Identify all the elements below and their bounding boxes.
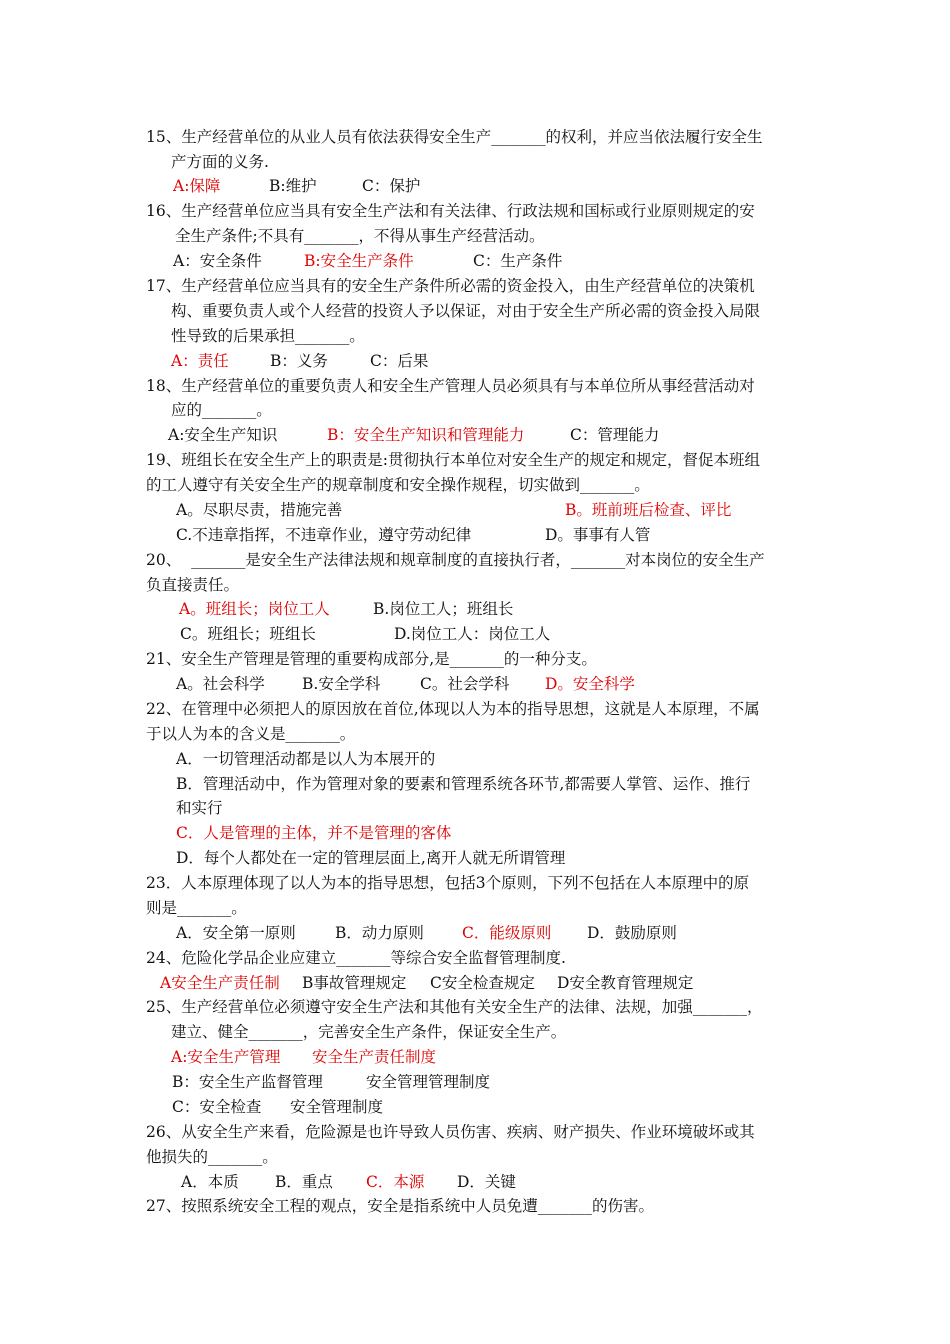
question-19-option-c: C.不违章指挥，不违章作业，遵守劳动纪律 [176,526,472,544]
question-16-line-2: 全生产条件;不具有_______，不得从事生产经营活动。 [175,227,545,245]
question-24-option-d: D安全教育管理规定 [557,974,694,992]
question-20-option-b: B.岗位工人；班组长 [373,600,514,618]
question-26-option-b: B．重点 [275,1173,333,1191]
question-23-option-b: B．动力原则 [335,924,424,942]
question-18-option-a: A:安全生产知识 [168,426,278,444]
question-25-option-b1: B：安全生产监督管理 [172,1073,323,1091]
question-23-option-a: A．安全第一原则 [176,924,296,942]
question-23-line-2: 则是_______。 [146,899,247,917]
question-18-line-2: 应的_______。 [171,401,272,419]
question-25-option-a1: A:安全生产管理 [171,1048,281,1066]
question-25-line-2: 建立、健全_______，完善安全生产条件，保证安全生产。 [171,1023,567,1041]
question-25-line-1: 25、生产经营单位必须遵守安全生产法和其他有关安全生产的法律、法规，加强_______， [146,998,763,1016]
question-22-option-d: D．每个人都处在一定的管理层面上,离开人就无所谓管理 [176,849,566,867]
question-17-option-b: B：义务 [270,352,328,370]
question-24-option-c: C安全检查规定 [430,974,535,992]
question-15-line-1: 15、生产经营单位的从业人员有依法获得安全生产_______的权利，并应当依法履行安全生 [146,128,763,146]
question-17-option-c: C：后果 [370,352,429,370]
question-26-option-d: D．关键 [457,1173,516,1191]
question-25-option-c1: C：安全检查 [172,1098,262,1116]
question-25-option-a2: 安全生产责任制度 [312,1048,437,1066]
question-21-line-1: 21、安全生产管理是管理的重要构成部分,是_______的一种分支。 [146,650,597,668]
question-22-option-b: B．管理活动中，作为管理对象的要素和管理系统各环节,都需要人掌管、运作、推行 [176,775,751,793]
question-15-option-c: C：保护 [362,177,421,195]
question-22-line-1: 22、在管理中必须把人的原因放在首位,体现以人为本的指导思想，这就是人本原理，不属 [146,700,760,718]
question-23-option-c: C．能级原则 [462,924,552,942]
question-18-line-1: 18、生产经营单位的重要负责人和安全生产管理人员必须具有与本单位所从事经营活动对 [146,377,755,395]
question-26-option-a: A．本质 [181,1173,239,1191]
question-20-line-2: 负直接责任。 [146,576,240,594]
question-19-line-2: 的工人遵守有关安全生产的规章制度和安全操作规程，切实做到_______。 [146,476,650,494]
question-26-line-1: 26、从安全生产来看，危险源是也许导致人员伤害、疾病、财产损失、作业环境破坏或其 [146,1123,755,1141]
question-19-line-1: 19、班组长在安全生产上的职责是:贯彻执行本单位对安全生产的规定和规定，督促本班组 [146,451,760,469]
question-21-option-c: C。社会学科 [420,675,510,693]
question-23-option-d: D．鼓励原则 [587,924,677,942]
question-15-line-2: 产方面的义务. [171,153,269,171]
question-22-option-a: A．一切管理活动都是以人为本展开的 [176,750,436,768]
question-16-option-b: B:安全生产条件 [304,252,414,270]
question-17-line-2: 构、重要负责人或个人经营的投资人予以保证，对由于安全生产所必需的资金投入局限 [171,302,761,320]
question-19-option-a: A。尽职尽责，措施完善 [176,501,343,519]
question-24-line-1: 24、危险化学品企业应建立_______等综合安全监督管理制度. [146,949,566,967]
question-23-line-1: 23．人本原理体现了以人为本的指导思想，包括3个原则，下列不包括在人本原理中的原 [146,874,750,892]
question-19-option-b: B。班前班后检查、评比 [565,501,732,519]
question-20-option-c: C。班组长；班组长 [180,625,316,643]
question-22-option-b-cont: 和实行 [176,799,223,817]
question-15-option-a: A:保障 [173,177,221,195]
question-27-line-1: 27、按照系统安全工程的观点，安全是指系统中人员免遭_______的伤害。 [146,1197,654,1215]
question-18-option-c: C：管理能力 [570,426,660,444]
question-24-option-a: A安全生产责任制 [160,974,280,992]
question-26-line-2: 他损失的_______。 [146,1148,278,1166]
question-20-line-1: 20、 _______是安全生产法律法规和规章制度的直接执行者，_______对本岗位的安全生产 [146,551,765,569]
question-20-option-a: A。班组长；岗位工人 [179,600,330,618]
question-17-line-1: 17、生产经营单位应当具有的安全生产条件所必需的资金投入，由生产经营单位的决策机 [146,277,755,295]
question-20-option-d: D.岗位工人：岗位工人 [394,625,551,643]
question-25-option-c2: 安全管理制度 [290,1098,384,1116]
question-25-option-b2: 安全管理管理制度 [366,1073,491,1091]
question-21-option-d: D。安全科学 [545,675,635,693]
question-26-option-c: C．本源 [366,1173,425,1191]
question-21-option-a: A。社会科学 [176,675,265,693]
question-16-option-c: C：生产条件 [473,252,563,270]
question-24-option-b: B事故管理规定 [302,974,407,992]
question-22-line-2: 于以人为本的含义是_______。 [146,725,356,743]
question-21-option-b: B.安全学科 [302,675,381,693]
question-17-line-3: 性导致的后果承担_______。 [171,327,365,345]
question-15-option-b: B:维护 [269,177,317,195]
question-22-option-c: C．人是管理的主体，并不是管理的客体 [176,824,452,842]
question-16-option-a: A：安全条件 [173,252,262,270]
question-18-option-b: B：安全生产知识和管理能力 [327,426,525,444]
question-19-option-d: D。事事有人管 [545,526,651,544]
question-16-line-1: 16、生产经营单位应当具有安全生产法和有关法律、行政法规和国标或行业原则规定的安 [146,202,755,220]
question-17-option-a: A：责任 [171,352,229,370]
